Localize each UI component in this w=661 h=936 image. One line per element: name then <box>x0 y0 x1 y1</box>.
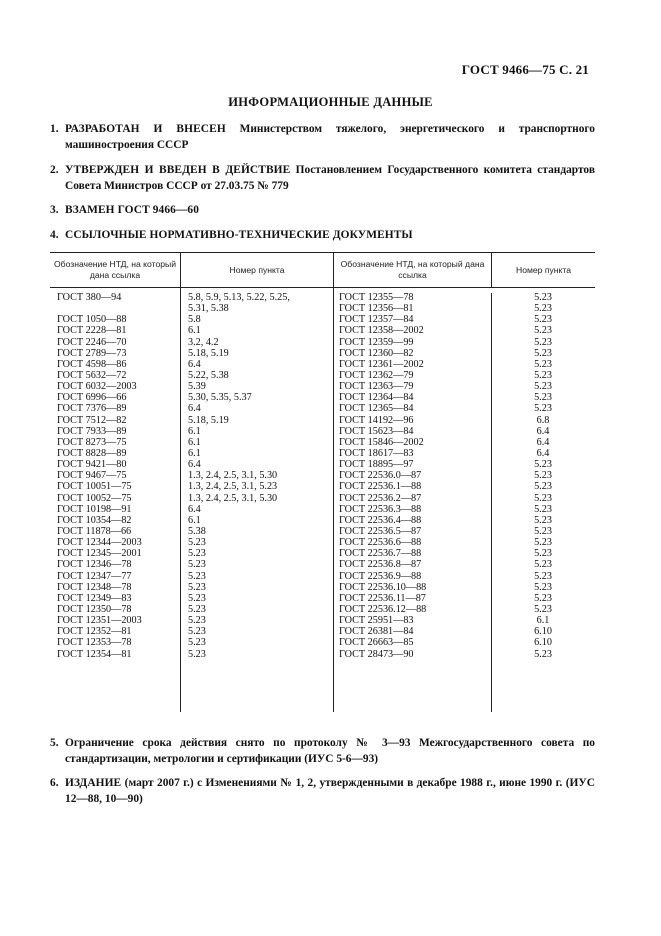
table-row <box>50 359 595 370</box>
header-doc-2: Обозначение НТД, на который дана ссылка <box>340 259 485 280</box>
row-doc-2: ГОСТ 12358—2002 <box>339 325 424 337</box>
table-row <box>50 381 595 392</box>
row-doc-1: ГОСТ 8273—75 <box>57 436 127 448</box>
row-clause-1: 5.23 <box>188 559 206 571</box>
table-row <box>50 415 595 426</box>
row-clause-1: 5.31, 5.38 <box>188 303 229 315</box>
section-text: Ограничение срока действия снято по протоколу № 3—93 Межгосударственного совета по стандартизации, метрологии и сертификации (ИУС 5-6—93) <box>65 737 595 765</box>
table-row <box>50 403 595 414</box>
row-clause-2: 5.23 <box>534 336 552 348</box>
table-row <box>50 649 595 660</box>
row-doc-1: ГОСТ 11878—66 <box>57 525 132 537</box>
table-row <box>50 459 595 470</box>
row-clause-2: 6.10 <box>534 637 552 649</box>
row-doc-1: ГОСТ 1050—88 <box>57 314 127 326</box>
row-clause-2: 5.23 <box>534 503 552 515</box>
row-clause-2: 5.23 <box>534 481 552 493</box>
row-clause-1: 5.23 <box>188 570 206 582</box>
row-clause-2: 5.23 <box>534 559 552 571</box>
table-row <box>50 337 595 348</box>
row-doc-2: ГОСТ 12360—82 <box>339 347 414 359</box>
row-doc-2: ГОСТ 22536.3—88 <box>339 503 422 515</box>
row-doc-1: ГОСТ 4598—86 <box>57 358 127 370</box>
row-doc-1: ГОСТ 2246—70 <box>57 336 127 348</box>
section-text: (март 2007 г.) с Изменениями № 1, 2, утвержденными в декабре 1988 г., июне 1990 г. (ИУС 12—88, 10—90) <box>65 777 595 805</box>
row-clause-2: 5.23 <box>534 470 552 482</box>
row-doc-1: ГОСТ 7376—89 <box>57 403 127 415</box>
row-clause-2: 5.23 <box>534 603 552 615</box>
row-clause-1: 5.23 <box>188 626 206 638</box>
row-clause-2: 5.23 <box>534 358 552 370</box>
row-doc-1: ГОСТ 10051—75 <box>57 481 132 493</box>
row-doc-1: ГОСТ 12349—83 <box>57 592 132 604</box>
table-row <box>50 637 595 648</box>
row-doc-1: ГОСТ 12345—2001 <box>57 548 142 560</box>
row-doc-2: ГОСТ 22536.10—88 <box>339 581 427 593</box>
row-clause-1: 3.2, 4.2 <box>188 336 219 348</box>
table-row <box>50 470 595 481</box>
row-doc-1: ГОСТ 2789—73 <box>57 347 127 359</box>
row-clause-1: 5.23 <box>188 548 206 560</box>
section-lead: РАЗРАБОТАН И ВНЕСЕН <box>65 123 226 135</box>
table-row <box>50 303 595 314</box>
row-clause-1: 6.1 <box>188 325 201 337</box>
row-doc-2: ГОСТ 15623—84 <box>339 425 414 437</box>
table-row <box>50 504 595 515</box>
table-row <box>50 604 595 615</box>
row-doc-2: ГОСТ 15846—2002 <box>339 436 424 448</box>
row-clause-1: 5.23 <box>188 637 206 649</box>
row-doc-2: ГОСТ 28473—90 <box>339 648 414 660</box>
row-clause-1: 5.39 <box>188 381 206 393</box>
row-clause-2: 5.23 <box>534 581 552 593</box>
table-row <box>50 537 595 548</box>
table-row <box>50 314 595 325</box>
row-clause-1: 5.23 <box>188 592 206 604</box>
row-doc-1: ГОСТ 10052—75 <box>57 492 132 504</box>
table-row <box>50 615 595 626</box>
page-title: ИНФОРМАЦИОННЫЕ ДАННЫЕ <box>228 95 433 109</box>
row-clause-1: 5.8 <box>188 314 201 326</box>
section-text: Постановлением Государственного комитета стандартов Совета Министров СССР от 27.03.75 № 779 <box>65 164 595 192</box>
header-clause-1: Номер пункта <box>229 265 285 275</box>
section-lead: ССЫЛОЧНЫЕ НОРМАТИВНО-ТЕХНИЧЕСКИЕ ДОКУМЕНТЫ <box>65 229 413 241</box>
row-clause-2: 5.23 <box>534 537 552 549</box>
row-doc-1: ГОСТ 12348—78 <box>57 581 132 593</box>
row-doc-2: ГОСТ 26663—85 <box>339 637 414 649</box>
section-1 <box>50 122 595 153</box>
row-clause-2: 5.23 <box>534 303 552 315</box>
section-3 <box>50 203 595 219</box>
table-row <box>50 392 595 403</box>
row-clause-2: 5.23 <box>534 292 552 303</box>
row-clause-1: 6.4 <box>188 459 201 471</box>
row-clause-2: 5.23 <box>534 514 552 526</box>
section-number: 3. <box>50 204 59 216</box>
row-clause-1: 5.18, 5.19 <box>188 347 229 359</box>
row-doc-1: ГОСТ 9467—75 <box>57 470 127 482</box>
row-doc-2: ГОСТ 12365—84 <box>339 403 414 415</box>
section-6 <box>50 776 595 807</box>
row-clause-1: 1.3, 2.4, 2.5, 3.1, 5.30 <box>188 492 278 504</box>
table-row <box>50 370 595 381</box>
row-clause-1: 6.1 <box>188 447 201 459</box>
row-clause-1: 6.4 <box>188 503 201 515</box>
row-clause-1: 5.8, 5.9, 5.13, 5.22, 5.25, <box>188 292 290 303</box>
row-clause-2: 5.23 <box>534 381 552 393</box>
row-doc-1: ГОСТ 7933—89 <box>57 425 127 437</box>
row-doc-2: ГОСТ 12357—84 <box>339 314 414 326</box>
row-doc-2: ГОСТ 25951—83 <box>339 615 414 627</box>
row-doc-2: ГОСТ 12355—78 <box>339 292 414 303</box>
section-lead: УТВЕРЖДЕН И ВВЕДЕН В ДЕЙСТВИЕ <box>65 164 291 176</box>
row-doc-2: ГОСТ 18617—83 <box>339 447 414 459</box>
row-clause-2: 5.23 <box>534 592 552 604</box>
row-clause-2: 5.23 <box>534 392 552 404</box>
row-clause-1: 5.38 <box>188 525 206 537</box>
section-lead: ВЗАМЕН ГОСТ 9466—60 <box>65 204 199 216</box>
row-doc-2: ГОСТ 22536.8—87 <box>339 559 422 571</box>
table-row <box>50 426 595 437</box>
row-clause-1: 6.1 <box>188 514 201 526</box>
row-doc-2: ГОСТ 22536.9—88 <box>339 570 422 582</box>
row-doc-1: ГОСТ 10198—91 <box>57 503 132 515</box>
row-clause-2: 6.4 <box>536 447 550 459</box>
references-table <box>50 252 595 712</box>
row-clause-1: 1.3, 2.4, 2.5, 3.1, 5.30 <box>188 470 278 482</box>
row-clause-2: 5.23 <box>534 403 552 415</box>
row-doc-2: ГОСТ 22536.4—88 <box>339 514 422 526</box>
row-doc-2: ГОСТ 22536.11—87 <box>339 592 426 604</box>
section-number: 6. <box>50 777 59 789</box>
row-doc-2: ГОСТ 18895—97 <box>339 459 414 471</box>
table-row <box>50 493 595 504</box>
row-clause-1: 6.1 <box>188 436 201 448</box>
row-doc-1: ГОСТ 12354—81 <box>57 648 132 660</box>
row-doc-2: ГОСТ 22536.6—88 <box>339 537 422 549</box>
table-row <box>50 526 595 537</box>
row-clause-1: 1.3, 2.4, 2.5, 3.1, 5.23 <box>188 481 278 493</box>
row-clause-1: 5.23 <box>188 603 206 615</box>
row-clause-2: 6.1 <box>536 615 550 627</box>
row-doc-2: ГОСТ 22536.0—87 <box>339 470 422 482</box>
row-doc-2: ГОСТ 22536.5—87 <box>339 525 422 537</box>
row-doc-2: ГОСТ 12362—79 <box>339 369 414 381</box>
row-clause-2: 6.8 <box>536 414 550 426</box>
row-doc-2: ГОСТ 12356—81 <box>339 303 414 315</box>
row-doc-1: ГОСТ 10354—82 <box>57 514 132 526</box>
row-clause-2: 5.23 <box>534 325 552 337</box>
row-doc-2: ГОСТ 22536.2—87 <box>339 492 422 504</box>
row-doc-1: ГОСТ 12346—78 <box>57 559 132 571</box>
row-clause-1: 5.23 <box>188 648 206 660</box>
row-doc-1: ГОСТ 5632—72 <box>57 369 127 381</box>
section-4 <box>50 228 595 244</box>
table-row <box>50 448 595 459</box>
row-doc-1: ГОСТ 12353—78 <box>57 637 132 649</box>
row-doc-2: ГОСТ 26381—84 <box>339 626 414 638</box>
table-row <box>50 515 595 526</box>
row-doc-2: ГОСТ 22536.1—88 <box>339 481 422 493</box>
table-row <box>50 325 595 336</box>
row-doc-1: ГОСТ 6032—2003 <box>57 381 137 393</box>
section-number: 2. <box>50 164 59 176</box>
row-clause-2: 5.23 <box>534 648 552 660</box>
table-header-rule <box>50 287 595 288</box>
row-clause-1: 5.30, 5.35, 5.37 <box>188 392 252 404</box>
table-top-rule <box>50 252 595 253</box>
header-clause-2: Номер пункта <box>515 265 571 275</box>
header-doc-1: Обозначение НТД, на который дана ссылка <box>53 259 177 280</box>
row-clause-2: 5.23 <box>534 314 552 326</box>
row-clause-2: 6.4 <box>536 425 550 437</box>
row-doc-2: ГОСТ 12359—99 <box>339 336 414 348</box>
section-lead: ИЗДАНИЕ <box>65 777 122 789</box>
section-number: 4. <box>50 229 59 241</box>
row-doc-1: ГОСТ 7512—82 <box>57 414 127 426</box>
table-row <box>50 559 595 570</box>
row-clause-2: 5.23 <box>534 525 552 537</box>
row-doc-1: ГОСТ 12352—81 <box>57 626 132 638</box>
row-clause-2: 5.23 <box>534 347 552 359</box>
row-doc-1: ГОСТ 8828—89 <box>57 447 127 459</box>
table-body <box>50 292 595 660</box>
row-clause-1: 6.4 <box>188 403 201 415</box>
table-row <box>50 582 595 593</box>
table-row <box>50 481 595 492</box>
table-row <box>50 571 595 582</box>
row-doc-1: ГОСТ 12350—78 <box>57 603 132 615</box>
table-row <box>50 548 595 559</box>
row-clause-2: 6.4 <box>536 436 550 448</box>
row-doc-2: ГОСТ 12361—2002 <box>339 358 424 370</box>
row-clause-2: 5.23 <box>534 570 552 582</box>
row-clause-1: 5.23 <box>188 581 206 593</box>
row-clause-1: 5.22, 5.38 <box>188 369 229 381</box>
row-clause-2: 5.23 <box>534 369 552 381</box>
row-doc-2: ГОСТ 22536.7—88 <box>339 548 422 560</box>
row-doc-1: ГОСТ 12344—2003 <box>57 537 142 549</box>
row-doc-1: ГОСТ 12351—2003 <box>57 615 142 627</box>
row-clause-2: 6.10 <box>534 626 552 638</box>
table-row <box>50 626 595 637</box>
row-clause-1: 5.23 <box>188 537 206 549</box>
row-doc-1: ГОСТ 2228—81 <box>57 325 127 337</box>
table-row <box>50 292 595 303</box>
row-clause-2: 5.23 <box>534 492 552 504</box>
row-doc-2: ГОСТ 22536.12—88 <box>339 603 427 615</box>
section-text: Министерством тяжелого, энергетического и транспортного машиностроения СССР <box>65 123 595 151</box>
row-clause-1: 5.18, 5.19 <box>188 414 229 426</box>
row-clause-2: 5.23 <box>534 459 552 471</box>
row-doc-2: ГОСТ 14192—96 <box>339 414 414 426</box>
section-number: 5. <box>50 737 59 749</box>
table-row <box>50 593 595 604</box>
row-doc-1: ГОСТ 6996—66 <box>57 392 127 404</box>
row-clause-1: 5.23 <box>188 615 206 627</box>
table-row <box>50 348 595 359</box>
row-clause-1: 6.1 <box>188 425 201 437</box>
row-doc-2: ГОСТ 12363—79 <box>339 381 414 393</box>
section-5 <box>50 736 595 767</box>
row-doc-2: ГОСТ 12364—84 <box>339 392 414 404</box>
row-clause-2: 5.23 <box>534 548 552 560</box>
running-head: ГОСТ 9466—75 С. 21 <box>461 62 589 77</box>
section-number: 1. <box>50 123 59 135</box>
section-2 <box>50 163 595 194</box>
row-doc-1: ГОСТ 380—94 <box>57 292 122 303</box>
row-doc-1: ГОСТ 12347—77 <box>57 570 132 582</box>
row-doc-1: ГОСТ 9421—80 <box>57 459 127 471</box>
row-clause-1: 6.4 <box>188 358 201 370</box>
table-row <box>50 437 595 448</box>
